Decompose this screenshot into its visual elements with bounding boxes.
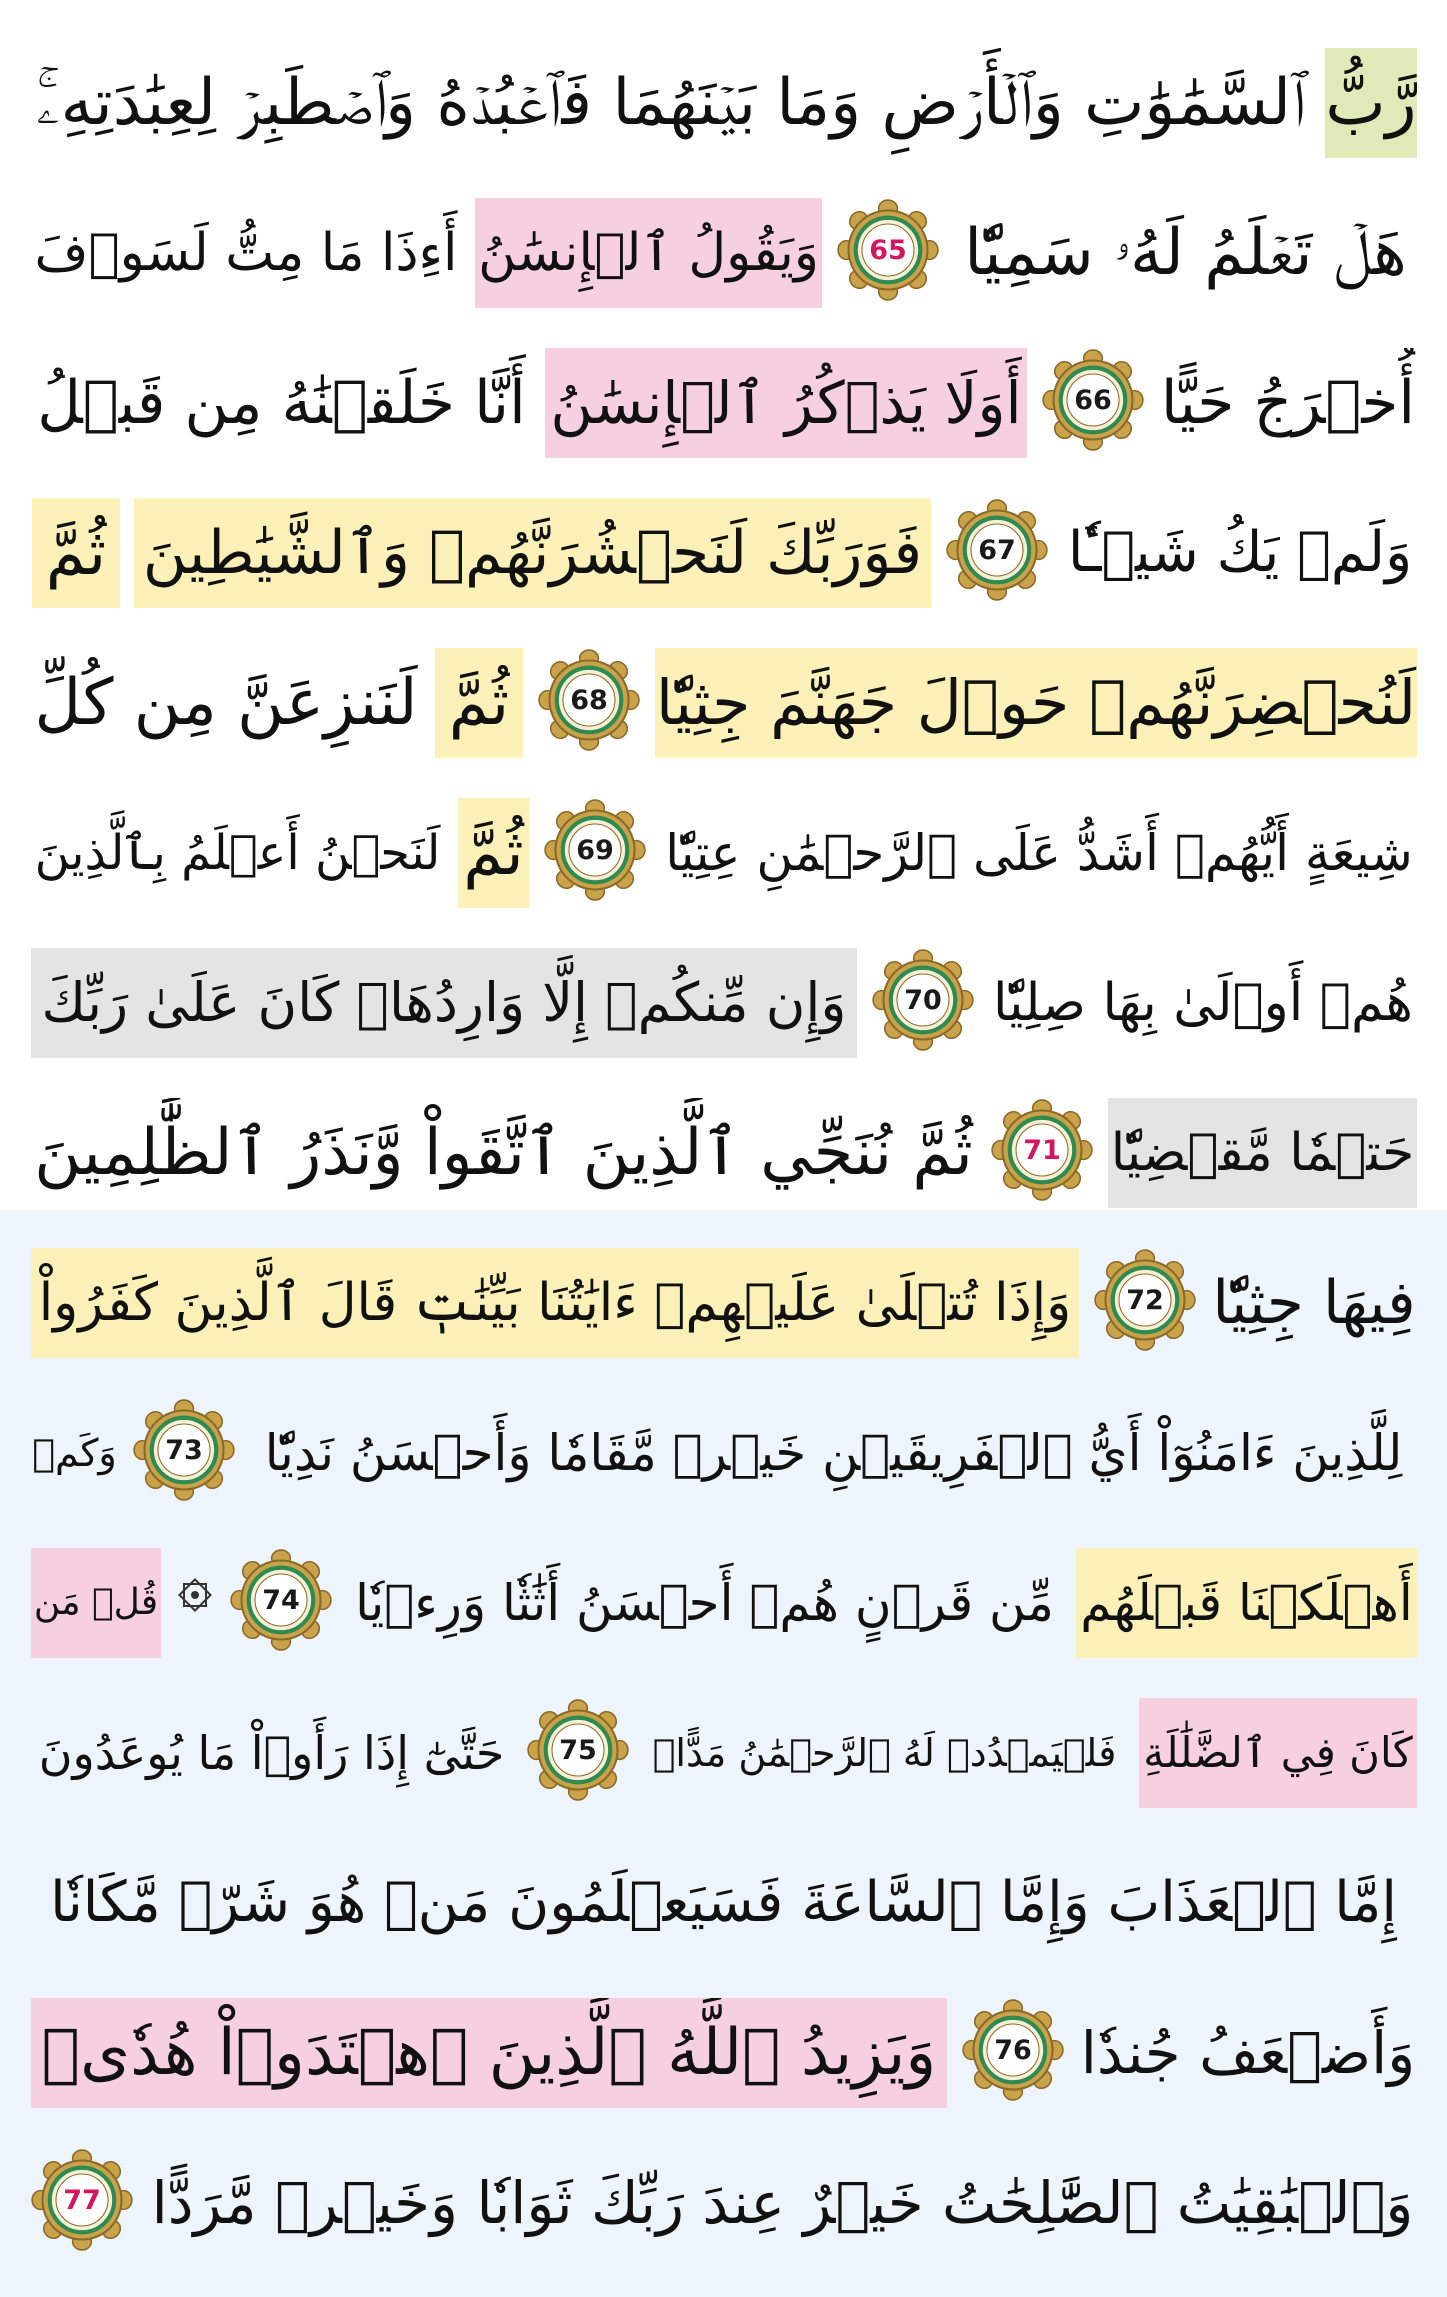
highlighted-verse-text: وَيَقُولُ ٱلۡإِنسَٰنُ <box>475 198 822 308</box>
verse-text: فَلۡيَمۡدُدۡ لَهُ ٱلرَّحۡمَٰنُ مَدًّاۚ <box>652 1731 1117 1775</box>
verse-line <box>30 1530 1417 1680</box>
verse-end-marker <box>1041 348 1145 452</box>
verse-number: 73 <box>165 1434 203 1466</box>
verse-text: لَنَنزِعَنَّ مِن كُلِّ <box>34 666 418 740</box>
verse-line <box>30 180 1417 330</box>
verse-line <box>30 30 1417 180</box>
verse-line <box>30 630 1417 780</box>
verse-end-marker <box>543 798 647 902</box>
highlighted-verse-text: أَوَلَا يَذۡكُرُ ٱلۡإِنسَٰنُ <box>545 348 1027 458</box>
highlighted-verse-text: حَتۡمٗا مَّقۡضِيّٗا <box>1108 1098 1417 1208</box>
highlighted-verse-text: أَهۡلَكۡنَا قَبۡلَهُم <box>1076 1548 1417 1658</box>
verse-number: 71 <box>1023 1134 1061 1166</box>
verse-number: 75 <box>559 1734 597 1766</box>
verse-end-marker <box>526 1698 630 1802</box>
verse-text: أُخۡرَجُ حَيًّا <box>1160 368 1416 438</box>
verse-text: شِيعَةٍ أَيُّهُمۡ أَشَدُّ عَلَى ٱلرَّحۡمَٰنِ عِتِيّٗا <box>665 824 1413 882</box>
verse-end-marker <box>961 1998 1065 2102</box>
verse-text: مِّن قَرۡنٍ هُمۡ أَحۡسَنُ أَثَٰثٗا وَرِءۡيٗا <box>355 1574 1054 1632</box>
verse-end-marker <box>537 648 641 752</box>
highlighted-verse-text: رَّبُّ <box>1325 48 1417 158</box>
verse-text: أَءِذَا مَا مِتُّ لَسَوۡفَ <box>34 223 458 283</box>
verse-text: وَأَضۡعَفُ جُندٗا <box>1080 2019 1416 2087</box>
verse-number: 68 <box>570 684 608 716</box>
verse-line <box>30 780 1417 930</box>
verse-end-marker <box>229 1548 333 1652</box>
verse-line <box>30 1980 1417 2130</box>
verse-number: 67 <box>978 534 1016 566</box>
verse-line <box>30 1830 1417 1980</box>
verse-line <box>30 480 1417 630</box>
verse-number: 65 <box>869 234 907 266</box>
verse-text: هَلۡ تَعۡلَمُ لَهُۥ سَمِيّٗا <box>964 216 1407 290</box>
verse-text: وَٱلۡبَٰقِيَٰتُ ٱلصَّٰلِحَٰتُ خَيۡرٌ عِندَ رَبِّكَ ثَوَابٗا وَخَيۡرٞ مَّرَدًّا <box>151 2169 1414 2237</box>
highlighted-verse-text: ثُمَّ <box>435 648 523 758</box>
highlighted-verse-text: كَانَ فِي ٱلضَّلَٰلَةِ <box>1139 1698 1417 1808</box>
verse-text: حَتَّىٰٓ إِذَا رَأَوۡاْ مَا يُوعَدُونَ <box>38 1726 505 1780</box>
verse-text: فِيهَا جِثِيّٗا <box>1212 1268 1416 1338</box>
verse-line <box>30 330 1417 480</box>
verse-number: 76 <box>994 2034 1032 2066</box>
verse-number: 77 <box>63 2184 101 2216</box>
verse-line <box>30 1080 1417 1230</box>
verse-number: 74 <box>262 1584 300 1616</box>
highlighted-verse-text: فَوَرَبِّكَ لَنَحۡشُرَنَّهُمۡ وَٱلشَّيَٰطِينَ <box>134 498 931 608</box>
verse-end-marker <box>836 198 940 302</box>
highlighted-verse-text: ثُمَّ <box>458 798 529 908</box>
verse-text: أَنَّا خَلَقۡنَٰهُ مِن قَبۡلُ <box>37 368 526 438</box>
verse-number: 69 <box>576 834 614 866</box>
verse-line <box>30 930 1417 1080</box>
highlighted-verse-text: وَإِن مِّنكُمۡ إِلَّا وَارِدُهَاۚ كَانَ عَلَىٰ رَبِّكَ <box>31 948 857 1058</box>
verse-end-marker <box>990 1098 1094 1202</box>
verse-number: 66 <box>1074 384 1112 416</box>
verse-text: إِمَّا ٱلۡعَذَابَ وَإِمَّا ٱلسَّاعَةَ فَسَيَعۡلَمُونَ مَنۡ هُوَ شَرّٞ مَّكَانٗا <box>50 1870 1397 1935</box>
highlighted-verse-text: وَيَزِيدُ ٱللَّهُ ٱلَّذِينَ ٱهۡتَدَوۡاْ هُدٗىۗ <box>31 1998 947 2108</box>
highlighted-verse-text: ثُمَّ <box>32 498 120 608</box>
verse-text: لَنَحۡنُ أَعۡلَمُ بِٱلَّذِينَ <box>34 825 441 881</box>
verse-text: وَكَمۡ <box>32 1431 117 1475</box>
verse-text: ثُمَّ نُنَجِّي ٱلَّذِينَ ٱتَّقَواْ وَّنَذَرُ ٱلظَّٰلِمِينَ <box>34 1116 973 1190</box>
verse-end-marker <box>30 2148 134 2252</box>
verse-line <box>30 2130 1417 2280</box>
highlighted-verse-text: لَنُحۡضِرَنَّهُمۡ حَوۡلَ جَهَنَّمَ جِثِيّٗا <box>655 648 1417 758</box>
verse-end-marker <box>1093 1248 1197 1352</box>
verse-end-marker <box>132 1398 236 1502</box>
verse-text: ٱلسَّمَٰوَٰتِ وَٱلۡأَرۡضِ وَمَا بَيۡنَهُمَا فَٱعۡبُدۡهُ وَٱصۡطَبِرۡ لِعِبَٰدَتِهِۦۚ <box>36 66 1306 140</box>
verse-line <box>30 1380 1417 1530</box>
verse-text: لِلَّذِينَ ءَامَنُوٓاْ أَيُّ ٱلۡفَرِيقَيۡنِ خَيۡرٞ مَّقَامٗا وَأَحۡسَنُ نَدِيّٗا <box>264 1424 1403 1482</box>
verse-number: 70 <box>904 984 942 1016</box>
verse-end-marker <box>871 948 975 1052</box>
verse-number: 72 <box>1126 1284 1164 1316</box>
verse-end-marker <box>945 498 1049 602</box>
sajdah-star-icon <box>175 1575 215 1615</box>
verse-text: وَلَمۡ يَكُ شَيۡـٔٗا <box>1067 520 1413 585</box>
highlighted-verse-text: قُلۡ مَن <box>31 1548 161 1658</box>
verse-text: هُمۡ أَوۡلَىٰ بِهَا صِلِيّٗا <box>993 973 1413 1033</box>
highlighted-verse-text: وَإِذَا تُتۡلَىٰ عَلَيۡهِمۡ ءَايَٰتُنَا بَيِّنَٰتٖ قَالَ ٱلَّذِينَ كَفَرُواْ <box>31 1248 1079 1358</box>
verse-line <box>30 1680 1417 1830</box>
verse-line <box>30 1230 1417 1380</box>
